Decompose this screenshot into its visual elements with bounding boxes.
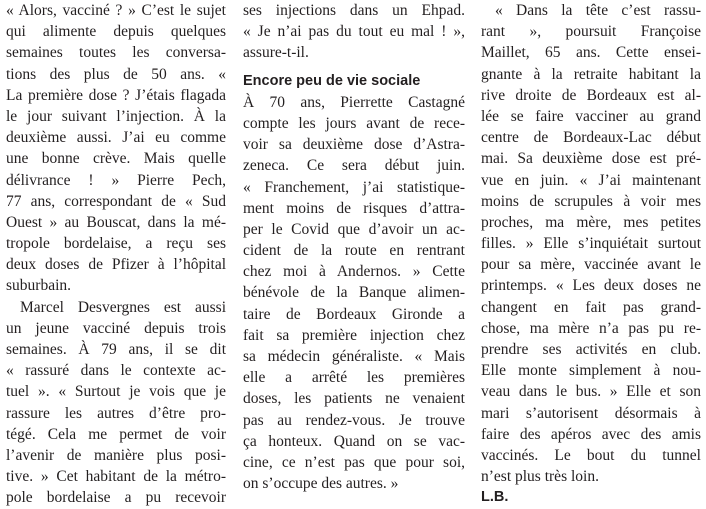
text-line: À 70 ans, Pierrette Castagné [243,93,465,111]
text-line: mai. Sa deuxième dose est pré- [481,150,701,168]
text-line: tropole bordelaise, a reçu ses [6,235,226,253]
text-line: une bonne crève. Mais quelle [6,150,226,168]
text-line: elle a arrêté les premières [243,369,465,387]
column-2 [243,0,465,494]
text-line: doses, les patients ne venaient [243,390,465,408]
text-line: per le Covid que d’avoir un ac- [243,220,465,238]
text-line: zeneca. Ce sera début juin. [243,157,465,175]
text-line: bénévole de la Banque alimen- [243,284,465,302]
text-line: semaines. À 79 ans, il se dit [6,341,226,358]
text-line: tive. » Cet habitant de la métro- [6,468,226,486]
text-line: fait sa première injection chez [243,326,465,344]
text-line: deuxième aussi. J’ai eu comme [6,129,226,147]
text-line: pas au rendez-vous. Je trouve [243,411,465,429]
text-line: ça honteux. Quand on se vac- [243,432,465,450]
text-line: suburbain. [6,277,72,295]
text-line: on s’occupe des autres. » [243,475,399,493]
text-line: La première dose ? J’étais flagada [6,86,226,104]
text-line: « Dans la tête c’est rassu- [495,2,701,19]
text-line: rant », poursuit Françoise [481,23,701,41]
text-line: mari s’autorisent désormais à [481,404,701,422]
text-line: l’avenir de manière plus posi- [6,446,226,464]
text-line: ses injections dans un Ehpad. [243,2,465,19]
text-line: Maillet, 65 ans. Cette ensei- [481,44,701,62]
text-line: le jour suivant l’injection. À la [6,107,226,125]
text-line: ment moins de risques d’attra- [243,199,465,217]
column-1 [6,0,226,509]
text-line: rassure les autres d’être pro- [6,404,226,422]
text-line: « rassuré dans le contexte ac- [6,362,226,380]
text-line: pour sa mère, vaccinée avant le [481,256,701,274]
text-line: printemps. « Les deux doses ne [481,277,701,295]
text-line: Elle monte simplement à nou- [481,362,701,380]
text-line: Marcel Desvergnes est aussi [20,298,226,316]
text-line: proches, ma mère, mes petites [481,213,701,231]
text-line: « Alors, vacciné ? » C’est le sujet [6,2,226,19]
text-line: voir sa deuxième dose d’Astra- [243,136,465,154]
text-line: 77 ans, correspondant de « Sud [6,192,226,210]
text-line: cine, ce n’est pas que pour soi, [243,453,465,471]
text-line: pole bordelaise a pu recevoir [6,489,226,507]
text-line: tégé. Cela me permet de voir [6,425,226,443]
text-line: vaccinés. Le bout du tunnel [481,446,701,464]
text-line: tuel ». « Surtout je vois que je [6,383,226,401]
text-line: un jeune vacciné depuis trois [6,319,226,337]
text-line: cident de la route en rentrant [243,242,465,260]
text-line: compte les jours avant de rece- [243,114,465,132]
text-line: tions des plus de 50 ans. « [6,65,226,83]
text-line: lée se faire vacciner au grand [481,107,701,125]
text-line: assure-t-il. [243,44,309,62]
text-line: qui alimente depuis quelques [6,23,226,41]
section-heading: Encore peu de vie sociale [243,72,421,89]
text-line: rive droite de Bordeaux est al- [481,86,701,104]
text-line: « Franchement, j’ai statistique- [243,178,465,196]
text-line: sa médecin généraliste. « Mais [243,348,465,365]
text-line: deux doses de Pfizer à l’hôpital [6,256,226,274]
text-line: Ouest » au Bouscat, dans la mé- [6,213,226,231]
text-line: « Je n’ai pas du tout eu mal ! », [243,23,465,41]
text-line: veau dans le bus. » Elle et son [481,383,701,401]
text-line: gnante à la retraite habitant la [481,65,701,83]
text-line: vue en juin. « J’ai maintenant [481,171,701,189]
text-line: semaines toutes les conversa- [6,44,226,62]
text-line: n’est plus très loin. [481,468,599,486]
text-line: prendre ses activités en club. [481,341,701,358]
text-line: moins de scrupules à voir mes [481,192,701,210]
text-line: chez moi à Andernos. » Cette [243,263,465,281]
text-line: chose, ma mère n’a pas pu re- [481,319,701,337]
text-line: changent en fait pas grand- [481,298,701,316]
text-line: centre de Bordeaux-Lac début [481,129,701,147]
author-signature: L.B. [481,489,509,506]
column-3 [481,0,701,509]
text-line: délivrance ! » Pierre Pech, [6,171,226,189]
text-line: filles. » Elle s’inquiétait surtout [481,235,701,253]
text-line: taire de Bordeaux Gironde a [243,305,465,323]
text-line: faire des apéros avec des amis [481,425,701,443]
